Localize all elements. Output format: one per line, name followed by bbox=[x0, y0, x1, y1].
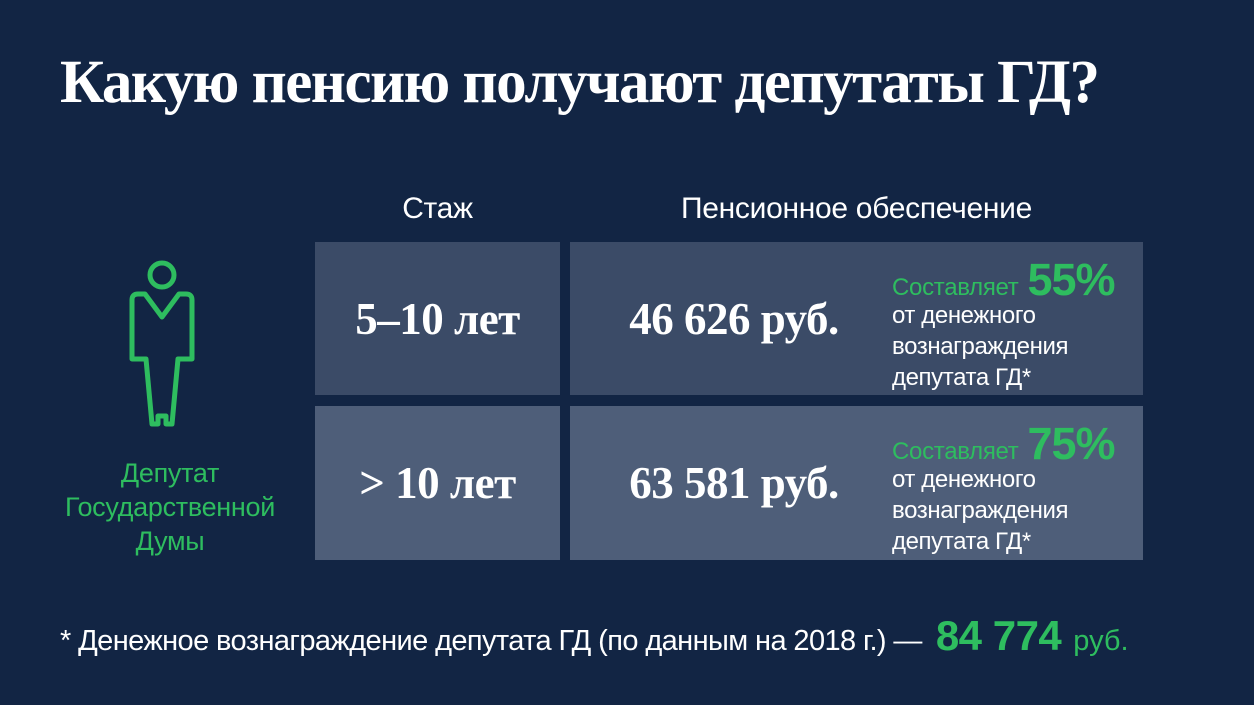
note-head bbox=[892, 418, 1140, 469]
footnote-currency: руб. bbox=[1073, 625, 1129, 657]
pension-amount bbox=[584, 242, 884, 395]
percent-value: 75% bbox=[1027, 418, 1115, 469]
percent-value: 55% bbox=[1027, 254, 1115, 305]
cell-pension-row2 bbox=[570, 406, 1143, 560]
footnote-text: * Денежное вознаграждение депутата ГД (по данным на 2018 г.) — bbox=[60, 625, 922, 657]
pension-amount-value: 63 581 руб. bbox=[629, 458, 839, 508]
note-line: вознаграждения bbox=[892, 333, 1069, 360]
footnote-amount: 84 774 bbox=[935, 612, 1062, 659]
note-line: депутата ГД* bbox=[892, 528, 1031, 555]
deputy-label-line: Государственной bbox=[64, 492, 276, 522]
deputy-label-line: Депутат bbox=[120, 458, 220, 488]
pension-amount bbox=[584, 406, 884, 560]
note-label: Составляет bbox=[892, 274, 1019, 301]
deputy-person-icon bbox=[40, 254, 300, 440]
footnote bbox=[60, 612, 1129, 660]
deputy-label bbox=[40, 456, 300, 558]
note-line: вознаграждения bbox=[892, 497, 1069, 524]
deputy-label-line: Думы bbox=[135, 526, 205, 556]
cell-experience-row1 bbox=[315, 242, 560, 395]
cell-pension-row1 bbox=[570, 242, 1143, 395]
note-line: от денежного bbox=[892, 466, 1036, 493]
pension-note bbox=[892, 254, 1140, 393]
note-head bbox=[892, 254, 1140, 305]
experience-value: > 10 лет bbox=[359, 458, 516, 508]
experience-value: 5–10 лет bbox=[355, 293, 520, 344]
note-label: Составляет bbox=[892, 438, 1019, 465]
deputy-figure bbox=[40, 254, 300, 558]
cell-experience-row2 bbox=[315, 406, 560, 560]
note-line: от денежного bbox=[892, 302, 1036, 329]
pension-amount-value: 46 626 руб. bbox=[629, 293, 839, 344]
page-title: Какую пенсию получают депутаты ГД? bbox=[60, 49, 1099, 116]
column-header-pension: Пенсионное обеспечение bbox=[681, 192, 1032, 225]
note-line: депутата ГД* bbox=[892, 364, 1031, 391]
column-header-experience: Стаж bbox=[402, 192, 473, 225]
pension-note bbox=[892, 418, 1140, 557]
